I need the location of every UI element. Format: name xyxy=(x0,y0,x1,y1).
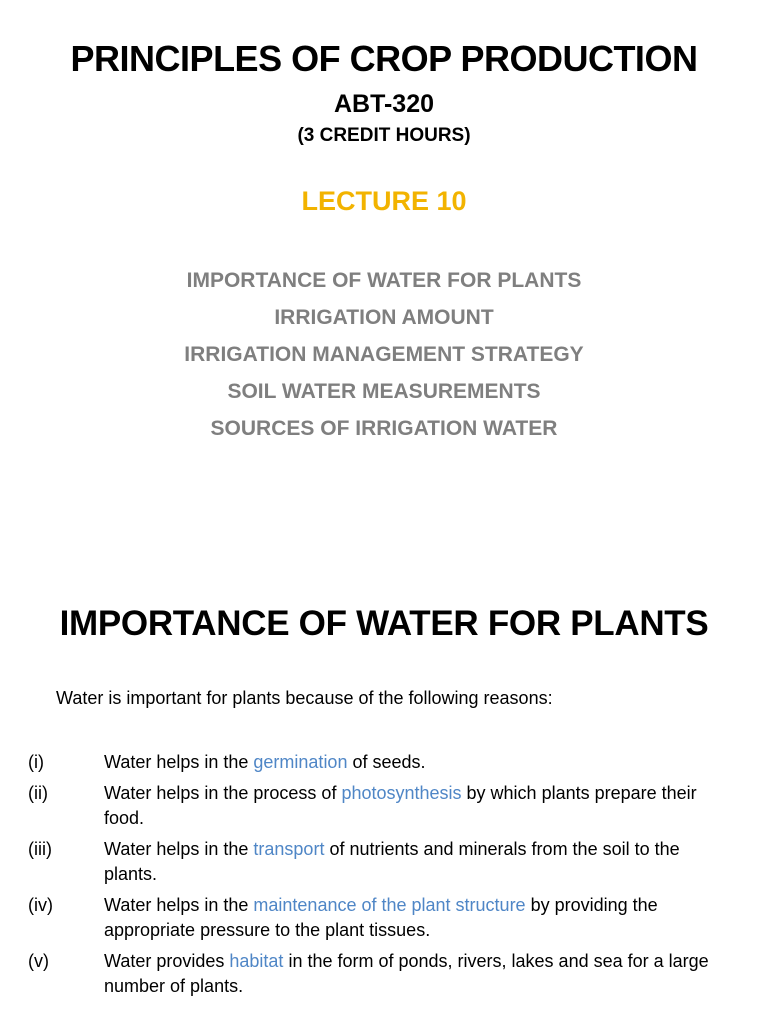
reason-text xyxy=(104,949,732,999)
reason-text xyxy=(104,750,732,775)
reason-text-before: Water provides xyxy=(104,951,230,971)
reason-number: (iv) xyxy=(28,895,53,915)
reason-text xyxy=(104,781,732,831)
reason-text-before: Water helps in the xyxy=(104,839,254,859)
topic-list xyxy=(0,266,768,451)
reason-text-before: Water helps in the xyxy=(104,895,254,915)
reason-text-after: of seeds. xyxy=(347,752,426,772)
reason-number: (v) xyxy=(28,951,49,971)
reason-text-after: by providing the appropriate pressure to the plant tissues. xyxy=(104,895,658,940)
topic-item: IRRIGATION MANAGEMENT STRATEGY xyxy=(184,343,584,366)
reason-text-after: in the form of ponds, rivers, lakes and sea for a large number of plants. xyxy=(104,951,709,996)
topic-item: IRRIGATION AMOUNT xyxy=(274,306,494,329)
reasons-list xyxy=(0,750,768,1005)
course-code: ABT-320 xyxy=(333,90,435,118)
reason-item xyxy=(0,781,768,831)
reason-item xyxy=(0,837,768,887)
reason-text-before: Water helps in the xyxy=(104,752,254,772)
topic-item: IMPORTANCE OF WATER FOR PLANTS xyxy=(186,269,582,292)
reason-text-after: by which plants prepare their food. xyxy=(104,783,697,828)
topic-item: SOIL WATER MEASUREMENTS xyxy=(227,380,541,403)
reason-text xyxy=(104,837,732,887)
reason-number: (iii) xyxy=(28,839,52,859)
reason-text-after: of nutrients and minerals from the soil to the plants. xyxy=(104,839,680,884)
reason-highlight: photosynthesis xyxy=(341,783,462,803)
reason-number: (ii) xyxy=(28,783,48,803)
lecture-number: LECTURE 10 xyxy=(301,186,467,216)
reason-highlight: transport xyxy=(253,839,325,859)
slide-heading: IMPORTANCE OF WATER FOR PLANTS xyxy=(59,604,709,643)
reason-highlight: germination xyxy=(253,752,348,772)
reason-item xyxy=(0,949,768,999)
reason-highlight: maintenance of the plant structure xyxy=(253,895,526,915)
credit-hours: (3 CREDIT HOURS) xyxy=(297,125,471,146)
content-slide xyxy=(0,570,768,1024)
reason-item xyxy=(0,893,768,943)
course-title: PRINCIPLES OF CROP PRODUCTION xyxy=(70,38,698,79)
reason-text-before: Water helps in the process of xyxy=(104,783,342,803)
reason-highlight: habitat xyxy=(229,951,284,971)
reason-item xyxy=(0,750,768,775)
topic-item: SOURCES OF IRRIGATION WATER xyxy=(210,417,558,440)
reason-text xyxy=(104,893,732,943)
reason-number: (i) xyxy=(28,752,44,772)
intro-text: Water is important for plants because of the following reasons: xyxy=(56,688,553,708)
